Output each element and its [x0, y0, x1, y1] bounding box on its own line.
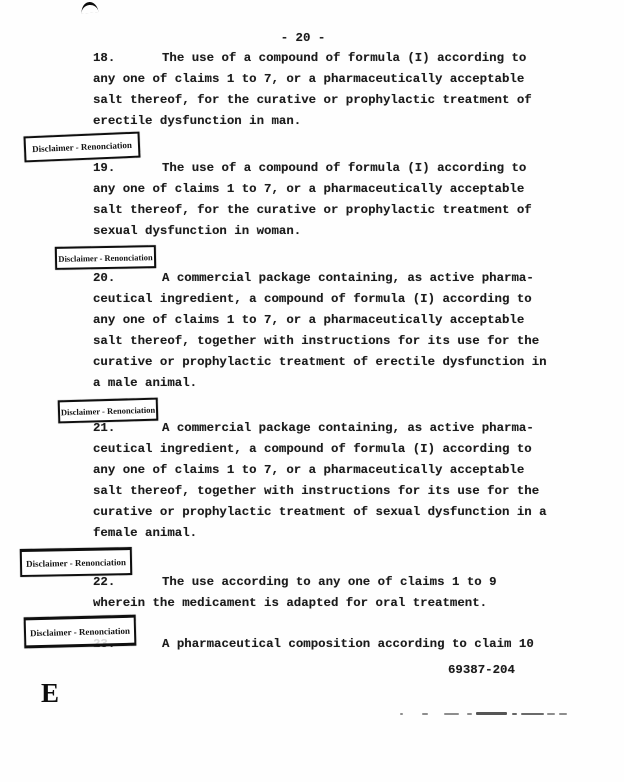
claim-continuation-line: salt thereof, together with instructions for its use for the [93, 484, 540, 498]
claim-first-line [93, 418, 534, 439]
disclaimer-stamp-label: Disclaimer - Renonciation [26, 556, 126, 569]
claim-continuation-line: ceutical ingredient, a compound of formula (I) according to [93, 442, 532, 456]
disclaimer-stamp-label: Disclaimer - Renonciation [60, 404, 156, 417]
claim-continuation-line: any one of claims 1 to 7, or a pharmaceutically acceptable [93, 313, 525, 327]
claim-first-line [93, 572, 497, 593]
claim-continuation-line: wherein the medicament is adapted for oral treatment. [93, 596, 488, 610]
claim-first-line [93, 268, 534, 289]
claim-text: The use according to any one of claims 1 to 9 [162, 575, 497, 589]
claim-number: 18. [93, 51, 116, 65]
claim-number: 21. [93, 421, 116, 435]
claim-continuation-line: salt thereof, for the curative or prophylactic treatment of [93, 203, 532, 217]
claim-text: A commercial package containing, as active pharma- [162, 421, 534, 435]
claim-continuation-line: any one of claims 1 to 7, or a pharmaceutically acceptable [93, 72, 525, 86]
claim-continuation-line: any one of claims 1 to 7, or a pharmaceutically acceptable [93, 182, 525, 196]
claim-number: 19. [93, 161, 116, 175]
claim-continuation-line: erectile dysfunction in man. [93, 114, 302, 128]
claim-continuation-line: female animal. [93, 526, 198, 540]
claim-number: 22. [93, 575, 116, 589]
claim-continuation-line: salt thereof, together with instructions for its use for the [93, 334, 540, 348]
claim-continuation-line: curative or prophylactic treatment of erectile dysfunction in [93, 355, 547, 369]
disclaimer-stamp [20, 547, 132, 577]
claim-text: The use of a compound of formula (I) according to [162, 161, 527, 175]
claim-continuation-line: ceutical ingredient, a compound of formula (I) according to [93, 292, 532, 306]
exhibit-letter: E [41, 678, 60, 708]
page-number: - 20 - [280, 31, 326, 45]
disclaimer-stamp [24, 615, 137, 649]
claim-text: The use of a compound of formula (I) according to [162, 51, 527, 65]
claim-first-line [93, 48, 526, 69]
disclaimer-stamp-label: Disclaimer - Renonciation [31, 139, 133, 155]
disclaimer-stamp-label: Disclaimer - Renonciation [58, 251, 153, 264]
scan-artifact-faded-stamp-marks [400, 712, 570, 716]
disclaimer-stamp [58, 398, 159, 424]
claim-continuation-line: sexual dysfunction in woman. [93, 224, 302, 238]
claim-continuation-line: a male animal. [93, 376, 198, 390]
disclaimer-stamp [55, 245, 156, 270]
claim-number: 20. [93, 271, 116, 285]
claim-first-line [93, 634, 534, 655]
disclaimer-stamp-label: Disclaimer - Renonciation [29, 625, 131, 638]
claim-first-line [93, 158, 526, 179]
disclaimer-stamp [24, 132, 141, 163]
claim-continuation-line: salt thereof, for the curative or prophylactic treatment of [93, 93, 532, 107]
docket-number: 69387-204 [448, 663, 515, 677]
claim-continuation-line: any one of claims 1 to 7, or a pharmaceutically acceptable [93, 463, 525, 477]
claim-continuation-line: curative or prophylactic treatment of sexual dysfunction in a [93, 505, 547, 519]
claim-text: A commercial package containing, as active pharma- [162, 271, 534, 285]
claim-text: A pharmaceutical composition according to claim 10 [162, 637, 534, 651]
